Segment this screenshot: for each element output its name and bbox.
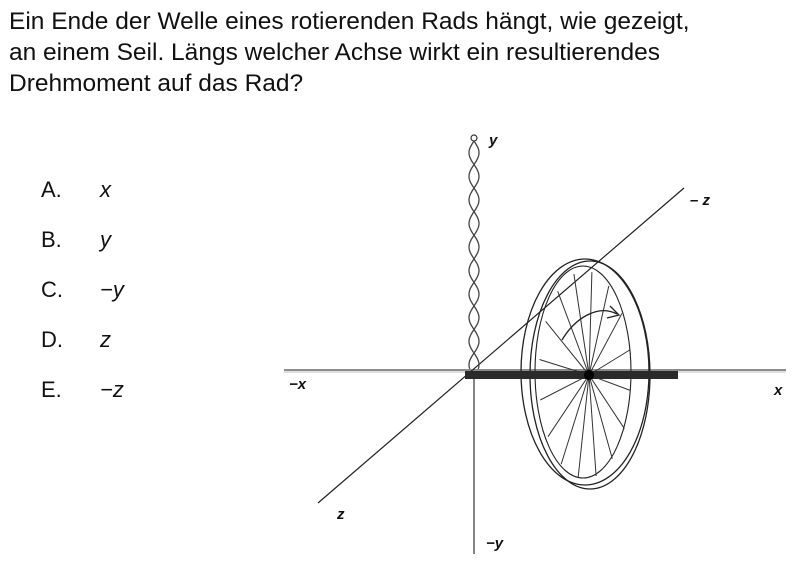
label-y: y <box>489 132 498 149</box>
wheel-spoke <box>589 375 596 476</box>
wheel-spoke <box>561 375 589 464</box>
question-line-1: Ein Ende der Welle eines rotierenden Rads hängt, wie gezeigt, <box>9 8 690 35</box>
option-letter: E. <box>41 377 62 402</box>
axle <box>465 371 678 379</box>
hub <box>584 370 594 380</box>
option-value: −y <box>100 277 124 302</box>
option-letter: B. <box>41 227 62 252</box>
rope <box>469 135 479 369</box>
option-value: x <box>100 177 111 202</box>
wheel-spoke <box>589 286 609 375</box>
wheel-spoke <box>589 272 592 375</box>
question-line-3: Drehmoment auf das Rad? <box>9 70 304 97</box>
label-neg-x: −x <box>289 376 307 393</box>
wheel-spoke <box>578 375 589 478</box>
option-value: −z <box>100 377 124 402</box>
question-line-2: an einem Seil. Längs welcher Achse wirkt ein resultierendes <box>9 39 660 66</box>
wheel-spoke <box>589 313 622 375</box>
option-letter: C. <box>41 277 63 302</box>
wheel-spoke <box>589 375 612 459</box>
wheel-spoke <box>548 375 589 437</box>
option-value: z <box>100 327 111 352</box>
option-value: y <box>100 227 111 252</box>
wheel-spoke <box>589 375 624 429</box>
label-neg-y: −y <box>486 535 504 552</box>
option-letter: A. <box>41 177 62 202</box>
label-x: x <box>774 382 783 399</box>
label-neg-z: – z <box>690 192 711 209</box>
wheel-spoke <box>558 291 589 375</box>
label-z: z <box>337 506 345 523</box>
option-letter: D. <box>41 327 63 352</box>
